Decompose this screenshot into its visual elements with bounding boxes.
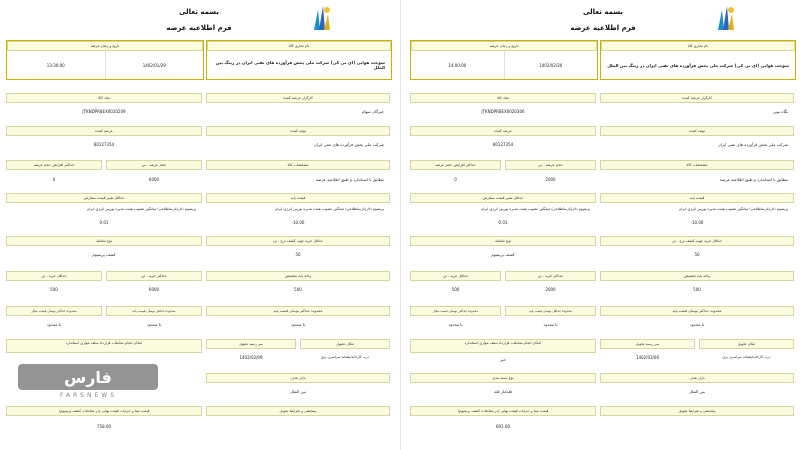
parallel-label: امکان انجام معاملات قرارداد سلف موازی استاندارد [410, 339, 596, 353]
page-divider [400, 0, 401, 450]
trade-type-block [410, 236, 596, 262]
specs-block [206, 160, 390, 188]
max-increase-label: حداکثر افزایش حجم عرضه [6, 160, 102, 170]
date-time-block [6, 40, 204, 80]
lower-limit-value: تا محدود [46, 321, 62, 327]
base-price-block [600, 193, 794, 229]
upper-limit2-value: تا محدود [290, 321, 306, 327]
delivery-date-value: 1402/03/06 [635, 354, 660, 360]
producer-value: شرکت ملی پخش فرآورده های نفتی ایران [717, 141, 788, 147]
upper-limit-block [505, 306, 596, 332]
lower-limit-value: تا محدود [448, 321, 463, 327]
base-price-block [206, 193, 390, 229]
producer-value: شرکت ملی پخش فرآورده های نفتی ایران [313, 141, 384, 147]
base-price-label: قیمت پایه [206, 193, 390, 203]
product-name: سوخت هوایی (ای تی کی) شرکت ملی پخش فرآورده های نفتی ایران در رینگ بین الملل [215, 60, 385, 70]
product-name-label: نام تجاری کالا [207, 41, 391, 51]
packaging-value: فله/باز فله [494, 388, 512, 394]
trade-type-label: نوع معامله [6, 236, 202, 246]
base-allot-label: واحد پایه تخصیص [206, 271, 390, 281]
market-label: بازار هدف [600, 373, 794, 383]
broker-label: کارگزار عرضه کننده [206, 93, 390, 103]
price-change-block [410, 193, 596, 229]
symbol-block [6, 93, 202, 119]
symbol-block [410, 93, 596, 119]
delivery-date-block [206, 339, 296, 365]
symbol-value: JTKNDPR8EX0020209 [82, 108, 126, 114]
min-buy-value: 500 [50, 286, 58, 292]
lower-limit-label: محدوده حداکثر نوسان قیمت مجاز [410, 306, 501, 316]
price-change-block [6, 193, 202, 229]
base-price-formula: پریمیوم دلار(بازساطلاعی) میانگین مصوب هیئت مدیره بورس انرژی ایران [274, 207, 384, 211]
price-change-label: حداقل تغییر قیمت سفارش [410, 193, 596, 203]
discovery-min-label: حداقل خرید جهت کشف نرخ - تن [206, 236, 390, 246]
product-name-block [600, 40, 796, 80]
lower-limit-block [410, 306, 501, 332]
broker-block [206, 93, 390, 119]
symbol-value: JTKNDPR8EX0020306 [481, 108, 525, 114]
base-price-value: -10.00 [690, 219, 704, 225]
specs-value: مطابق با استاندارد و طبق اطلاعیه عرضه [315, 176, 384, 182]
delivery-place-value: درب کارخانه/پشتانه سراسری برق [722, 355, 771, 359]
final-price-label: قیمت مبنا و جزئیات قیمت نهایی (در معاملات کشف پریمیوم) [6, 406, 202, 416]
final-price-block [6, 406, 202, 436]
product-name-label: نام تجاری کالا [601, 41, 795, 51]
max-buy-value: 6000 [148, 286, 160, 292]
offer-time: 14:00:00 [448, 62, 467, 68]
packaging-label: نوع بسته بندی [410, 373, 596, 383]
watermark-brand: FARSNEWS [60, 392, 118, 399]
final-price-value: 691.00 [496, 423, 510, 429]
price-change-formula: پریمیوم دلار(بازساطلاعی) میانگین مصوب هیئت مدیره بورس انرژی ایران [480, 207, 590, 211]
notes-block [600, 406, 794, 436]
offerer-block [6, 126, 202, 152]
volume-value: 6000 [148, 176, 160, 182]
delivery-date-block [600, 339, 695, 365]
base-price-formula: پریمیوم دلار(بازساطلاعی) میانگین مصوب هیئت مدیره بورس انرژی ایران [678, 207, 788, 211]
volume-block [106, 160, 202, 188]
min-buy-block [410, 271, 501, 297]
delivery-date-label: سر رسید تحویل [206, 339, 296, 349]
form-title: بسمه تعالی [178, 8, 220, 16]
offer-date: 1402/01/29 [105, 51, 204, 79]
lower-limit-label: محدوده حداکثر نوسان قیمت مجاز [6, 306, 102, 316]
max-increase-value: 0 [454, 176, 457, 182]
notes-label: پیمایشی و شرایط تحویل [600, 406, 794, 416]
specs-block [600, 160, 794, 188]
form-subtitle: فرم اطلاعیه عرضه [570, 24, 636, 32]
notes-value [600, 416, 794, 436]
offer-date: 1402/02/30 [504, 51, 598, 79]
base-allot-label: واحد پایه تخصیص [600, 271, 794, 281]
upper-limit-label: محدوده حداقل نوسان قیمت پایه [505, 306, 596, 316]
discovery-min-value: 50 [295, 251, 301, 257]
upper-limit2-label: محدوده حداکثر نوسان قیمت پایه [206, 306, 390, 316]
discovery-min-block [600, 236, 794, 262]
price-change-value: 0.01 [99, 219, 109, 225]
parallel-block [6, 339, 202, 365]
volume-label: حجم عرضه - تن [106, 160, 202, 170]
packaging-block [410, 373, 596, 399]
delivery-date-label: سر رسید تحویل [600, 339, 695, 349]
symbol-label: نماد کالا [410, 93, 596, 103]
upper-limit2-block [206, 306, 390, 332]
final-price-label: قیمت مبنا و جزئیات قیمت نهایی (در معاملات کشف پریمیوم) [410, 406, 596, 416]
notes-block [206, 406, 390, 436]
max-increase-value: 0 [52, 176, 56, 182]
product-name: سوخت هوایی (ای تی کی) شرکت ملی پخش فرآورده های نفتی ایران در رینگ بین الملل [607, 62, 789, 68]
offerer-value: 80127354 [492, 141, 514, 147]
upper-limit-block [106, 306, 202, 332]
offerer-label: عرضه کننده [410, 126, 596, 136]
notes-value [206, 416, 390, 436]
notes-label: پیمایشی و شرایط تحویل [206, 406, 390, 416]
base-price-value: -10.00 [291, 219, 305, 225]
delivery-place-block [699, 339, 794, 365]
upper-limit2-label: محدوده حداکثر نوسان قیمت پایه [600, 306, 794, 316]
max-buy-block [505, 271, 596, 297]
max-buy-value: 2000 [545, 286, 556, 292]
delivery-place-label: مکان تحویل [699, 339, 794, 349]
producer-label: تولید کننده [600, 126, 794, 136]
offerer-value: 80127354 [93, 141, 115, 147]
market-block [206, 373, 390, 399]
discovery-min-label: حداقل خرید جهت کشف نرخ - تن [600, 236, 794, 246]
broker-label: کارگزار عرضه کننده [600, 93, 794, 103]
market-value: بین الملل [689, 388, 705, 394]
delivery-place-value: درب کارخانه/پشتانه سراسری برق [320, 355, 370, 359]
symbol-label: نماد کالا [6, 93, 202, 103]
base-allot-block [600, 271, 794, 297]
delivery-date-value: 1402/02/09 [239, 354, 263, 360]
broker-block [600, 93, 794, 119]
max-buy-label: حداکثر خرید - تن [505, 271, 596, 281]
base-allot-value: 500 [294, 286, 302, 292]
discovery-min-block [206, 236, 390, 262]
upper-limit-value: تا محدود [146, 321, 162, 327]
offerer-block [410, 126, 596, 152]
parallel-value: خیر [500, 356, 506, 362]
form-header [410, 0, 796, 38]
parallel-block [410, 339, 596, 365]
producer-block [206, 126, 390, 152]
lower-limit-block [6, 306, 102, 332]
max-buy-label: حداکثر خرید - تن [106, 271, 202, 281]
delivery-place-block [300, 339, 390, 365]
trade-type-label: نوع معامله [410, 236, 596, 246]
trade-type-value: کشف پریمیوم [92, 251, 116, 257]
form-header [6, 0, 392, 38]
broker-value: خبرگان سهام [361, 108, 384, 114]
upper-limit-value: تا محدود [543, 321, 558, 327]
min-buy-block [6, 271, 102, 297]
form-subtitle: فرم اطلاعیه عرضه [166, 24, 232, 32]
volume-label: حجم عرضه - تن [505, 160, 596, 170]
discovery-min-value: 50 [694, 251, 700, 257]
upper-limit-label: محدوده حداقل نوسان قیمت پایه [106, 306, 202, 316]
broker-value: نگاه نوین [772, 108, 788, 114]
volume-block [505, 160, 596, 188]
producer-label: تولید کننده [206, 126, 390, 136]
product-name-block [206, 40, 392, 80]
min-buy-label: حداقل خرید - تن [410, 271, 501, 281]
max-increase-block [6, 160, 102, 188]
parallel-label: امکان انجام معاملات قرارداد سلف موازی استاندارد [6, 339, 202, 353]
price-change-label: حداقل تغییر قیمت سفارش [6, 193, 202, 203]
specs-label: مشخصات کالا [600, 160, 794, 170]
date-time-label: تاریخ و زمان عرضه [7, 41, 203, 51]
specs-value: مطابق با استاندارد و طبق اطلاعیه عرضه [719, 176, 788, 182]
date-time-block [410, 40, 598, 80]
final-price-value: 758.00 [97, 423, 111, 429]
producer-block [600, 126, 794, 152]
trade-type-value: کشف پریمیوم [491, 251, 515, 257]
specs-label: مشخصات کالا [206, 160, 390, 170]
final-price-block [410, 406, 596, 436]
min-buy-value: 500 [451, 286, 460, 292]
upper-limit2-block [600, 306, 794, 332]
max-buy-block [106, 271, 202, 297]
market-block [600, 373, 794, 399]
max-increase-block [410, 160, 501, 188]
trade-type-block [6, 236, 202, 262]
base-allot-value: 500 [693, 286, 701, 292]
max-increase-label: حداکثر افزایش حجم عرضه [410, 160, 501, 170]
upper-limit2-value: تا محدود [689, 321, 705, 327]
price-change-formula: پریمیوم دلار(بازساطلاعی) میانگین مصوب هیئت مدیره بورس انرژی ایران [86, 207, 196, 211]
offer-form-right [410, 0, 796, 450]
volume-value: 2000 [545, 176, 556, 182]
market-value: بین الملل [290, 388, 306, 394]
base-allot-block [206, 271, 390, 297]
form-title: بسمه تعالی [582, 8, 624, 16]
market-label: بازار هدف [206, 373, 390, 383]
delivery-place-label: مکان تحویل [300, 339, 390, 349]
offerer-label: عرضه کننده [6, 126, 202, 136]
watermark-logo-text: فارس [64, 368, 112, 387]
price-change-value: 0.01 [498, 219, 508, 225]
base-price-label: قیمت پایه [600, 193, 794, 203]
offer-time: 13:30:00 [46, 62, 65, 68]
min-buy-label: حداقل خرید - تن [6, 271, 102, 281]
date-time-label: تاریخ و زمان عرضه [411, 41, 597, 51]
